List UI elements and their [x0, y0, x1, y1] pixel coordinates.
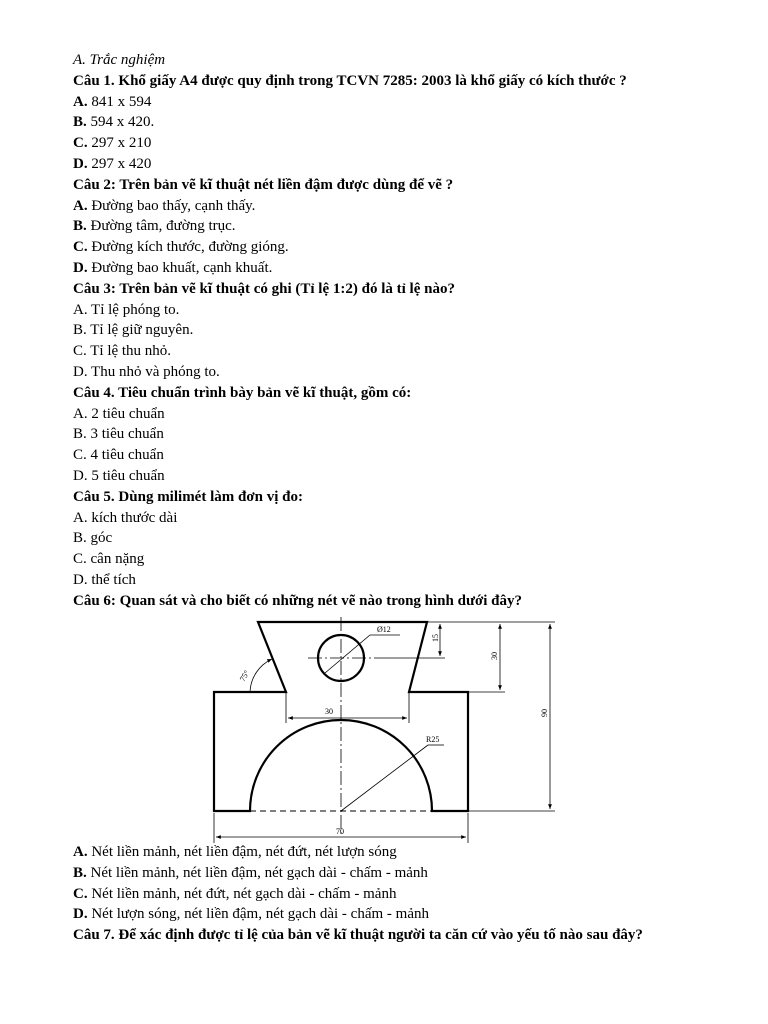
option-text: Nét liền mảnh, nét liền đậm, nét gạch dài - chấm - mảnh [86, 864, 428, 881]
dimension-lines [214, 622, 555, 843]
question-6-options [73, 842, 723, 946]
label-radius: R25 [426, 735, 440, 744]
question-2-title: Câu 2: Trên bản vẽ kĩ thuật nét liền đậm được dùng để vẽ ? [73, 176, 454, 193]
document-page [73, 50, 723, 612]
q3-option-a: A. Tỉ lệ phóng to. [73, 301, 180, 318]
q6-option-a [73, 842, 723, 863]
question-1-title: Câu 1. Khổ giấy A4 được quy định trong TCVN 7285: 2003 là khổ giấy có kích thước ? [73, 72, 627, 89]
option-text: 841 x 594 [87, 93, 152, 110]
q4-option-b: B. 3 tiêu chuẩn [73, 426, 164, 443]
option-letter: D. [73, 259, 88, 276]
technical-drawing [200, 615, 570, 845]
q1-option-d [73, 154, 723, 175]
q2-option-a [73, 196, 723, 217]
q2-option-d [73, 258, 723, 279]
label-height-90: 90 [540, 709, 549, 717]
option-text: Đường kích thước, đường gióng. [87, 239, 289, 256]
option-text: Nét liền mảnh, nét đứt, nét gạch dài - chấm - mảnh [87, 885, 397, 902]
label-height-15: 15 [431, 634, 440, 642]
q3-option-c: C. Tỉ lệ thu nhỏ. [73, 343, 172, 360]
technical-drawing-svg [200, 615, 570, 845]
option-letter: B. [73, 114, 87, 131]
q5-option-d: D. thể tích [73, 571, 136, 588]
option-letter: A. [73, 93, 88, 110]
label-diameter: Ø12 [377, 625, 391, 634]
q6-option-c [73, 884, 723, 905]
q4-option-c: C. 4 tiêu chuẩn [73, 447, 164, 464]
question-3-title: Câu 3: Trên bản vẽ kĩ thuật có ghi (Tỉ lệ 1:2) đó là tỉ lệ nào? [73, 280, 455, 297]
question-4-title: Câu 4. Tiêu chuẩn trình bày bản vẽ kĩ thuật, gồm có: [73, 384, 412, 401]
option-letter: D. [73, 906, 88, 923]
q6-option-b [73, 863, 723, 884]
q5-option-c: C. cân nặng [73, 551, 145, 568]
label-width-70: 70 [336, 827, 344, 836]
q1-option-b [73, 112, 723, 133]
label-width-30: 30 [325, 707, 333, 716]
q4-option-a: A. 2 tiêu chuẩn [73, 405, 165, 422]
option-letter: A. [73, 197, 88, 214]
q3-option-b: B. Tỉ lệ giữ nguyên. [73, 322, 194, 339]
q1-option-a [73, 92, 723, 113]
option-letter: A. [73, 844, 88, 860]
option-letter: D. [73, 155, 88, 172]
question-7-title: Câu 7. Để xác định được tỉ lệ của bản vẽ kĩ thuật người ta căn cứ vào yếu tố nào sau đây? [73, 927, 643, 944]
q6-option-d [73, 904, 723, 925]
q3-option-d: D. Thu nhỏ và phóng to. [73, 363, 220, 380]
option-text: Đường tâm, đường trục. [86, 218, 236, 235]
question-5-title: Câu 5. Dùng milimét làm đơn vị đo: [73, 488, 303, 505]
option-text: Nét liền mảnh, nét liền đậm, nét đứt, nét lượn sóng [87, 844, 397, 860]
q5-option-a: A. kích thước dài [73, 509, 178, 526]
label-angle: 75° [237, 668, 252, 683]
q4-option-d: D. 5 tiêu chuẩn [73, 467, 165, 484]
question-6-title: Câu 6: Quan sát và cho biết có những nét vẽ nào trong hình dưới đây? [73, 592, 523, 609]
option-text: 297 x 420 [87, 155, 152, 172]
q5-option-b: B. góc [73, 530, 113, 547]
option-text: Nét lượn sóng, nét liền đậm, nét gạch dài - chấm - mảnh [87, 906, 429, 923]
label-height-30: 30 [490, 652, 499, 660]
option-letter: C. [73, 885, 88, 902]
q1-option-c [73, 133, 723, 154]
option-letter: B. [73, 864, 87, 881]
option-letter: C. [73, 239, 88, 256]
section-title: A. Trắc nghiệm [73, 52, 166, 68]
option-text: 297 x 210 [87, 135, 152, 152]
q2-option-b [73, 216, 723, 237]
option-text: Đường bao thấy, cạnh thấy. [87, 197, 256, 214]
q2-option-c [73, 237, 723, 258]
option-letter: C. [73, 135, 88, 152]
option-letter: B. [73, 218, 87, 235]
option-text: Đường bao khuất, cạnh khuất. [87, 259, 273, 276]
option-text: 594 x 420. [86, 114, 155, 131]
